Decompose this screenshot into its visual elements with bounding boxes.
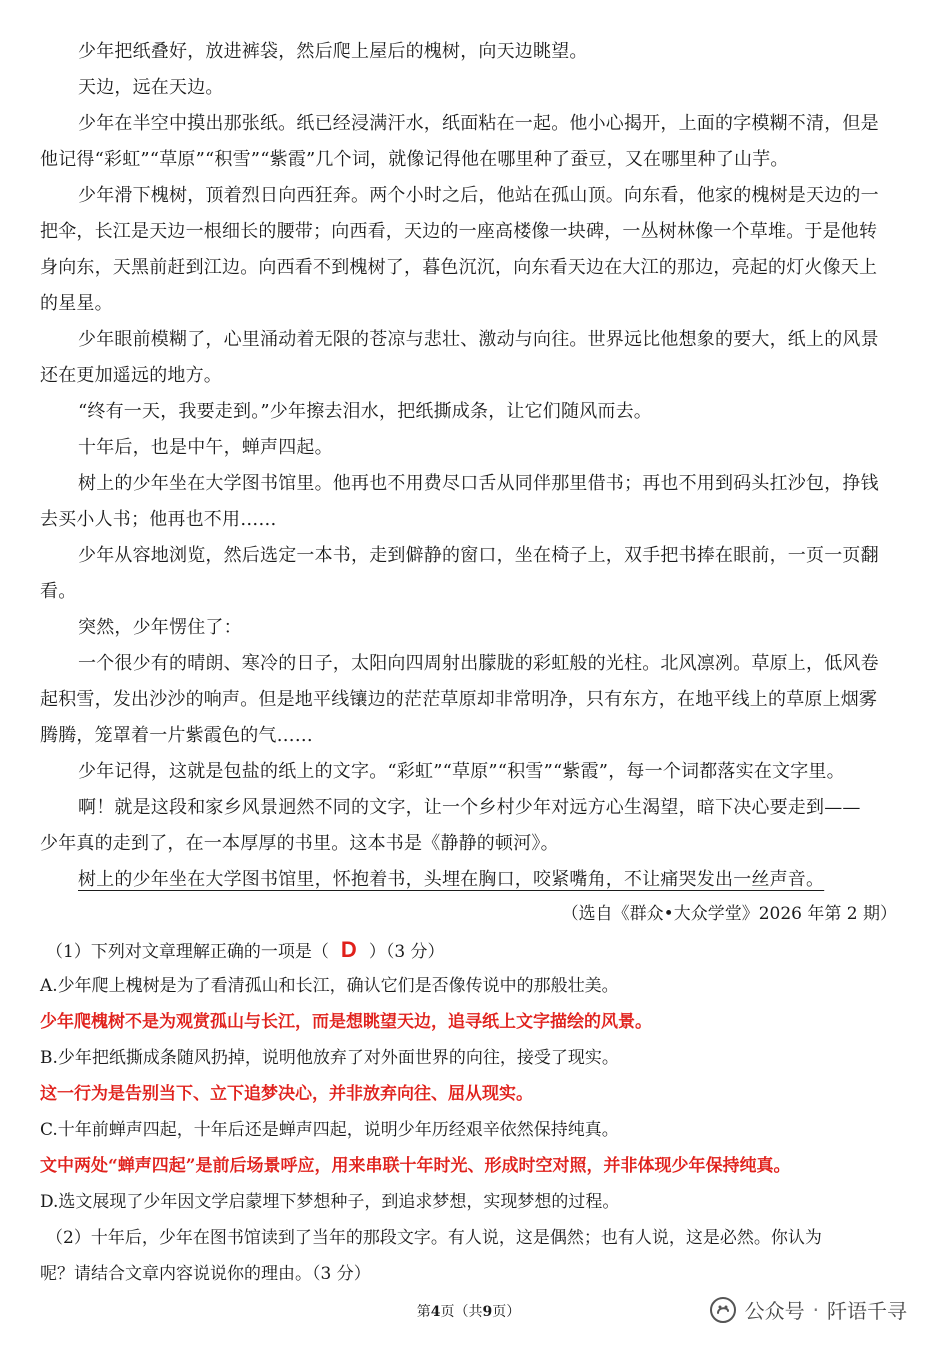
watermark-account: 阡语千寻 <box>827 1299 907 1323</box>
question-1-suffix: ）（3 分） <box>368 942 445 962</box>
passage-line: 少年真的走到了，在一本厚厚的书里。这本书是《静静的顿河》。 <box>40 833 559 854</box>
watermark <box>709 1295 907 1324</box>
watermark-separator: · <box>812 1297 819 1322</box>
passage-line: 他记得“彩虹”“草原”“积雪”“紫霞”几个词，就像记得他在哪里种了蚕豆，又在哪里种了山芋。 <box>40 149 789 170</box>
passage-line: 突然，少年愣住了： <box>78 617 242 638</box>
passage-line: 啊！就是这段和家乡风景迥然不同的文字，让一个乡村少年对远方心生渴望，暗下决心要走到—— <box>78 797 861 818</box>
passage-line: 看。 <box>40 581 77 602</box>
passage-line: 少年把纸叠好，放进裤袋，然后爬上屋后的槐树，向天边眺望。 <box>78 41 588 62</box>
passage-line: 少年从容地浏览，然后选定一本书，走到僻静的窗口，坐在椅子上，双手把书捧在眼前，一页一页翻 <box>78 545 879 566</box>
passage-line: 少年滑下槐树，顶着烈日向西狂奔。两个小时之后，他站在孤山顶。向东看，他家的槐树是天边的一 <box>78 185 879 206</box>
watermark-label: 公众号 <box>744 1299 805 1323</box>
option-c-note: 文中两处“蝉声四起”是前后场景呼应，用来串联十年时光、形成时空对照，并非体现少年保持纯真。 <box>40 1156 791 1176</box>
option-c: C.十年前蝉声四起，十年后还是蝉声四起，说明少年历经艰辛依然保持纯真。 <box>40 1120 619 1140</box>
question-1-stem <box>46 938 908 964</box>
option-b: B.少年把纸撕成条随风扔掉，说明他放弃了对外面世界的向往，接受了现实。 <box>40 1048 619 1068</box>
passage-line: 少年记得，这就是包盐的纸上的文字。“彩虹”“草原”“积雪”“紫霞”，每一个词都落实在文字里。 <box>78 761 845 782</box>
passage-line: 腾腾，笼罩着一片紫霞色的气…… <box>40 725 313 746</box>
option-b-note: 这一行为是告别当下、立下追梦决心，并非放弃向往、屈从现实。 <box>40 1084 533 1104</box>
question-2-line: 呢？请结合文章内容说说你的理由。（3 分） <box>40 1264 371 1284</box>
passage-line: 树上的少年坐在大学图书馆里。他再也不用费尽口舌从同伴那里借书；再也不用到码头扛沙包，挣钱 <box>78 473 879 494</box>
passage-line: 把伞，长江是天边一根细长的腰带；向西看，天边的一座高楼像一块碑，一丛树林像一个草堆。于是他转 <box>40 221 878 242</box>
page-number-total: 9 <box>482 1304 493 1320</box>
passage-source: （选自《群众•大众学堂》2026 年第 2 期） <box>561 904 897 924</box>
passage-line: 天边，远在天边。 <box>78 77 224 98</box>
page-number-prefix: 第 <box>416 1304 431 1320</box>
option-d: D.选文展现了少年因文学启蒙埋下梦想种子，到追求梦想，实现梦想的过程。 <box>40 1192 620 1212</box>
passage-line: 少年在半空中摸出那张纸。纸已经浸满汗水，纸面粘在一起。他小心揭开，上面的字模糊不清，但是 <box>78 113 879 134</box>
passage-line: 一个很少有的晴朗、寒冷的日子，太阳向四周射出朦胧的彩虹般的光柱。北风凛冽。草原上，低风卷 <box>78 653 879 674</box>
page-number-current: 4 <box>430 1304 441 1320</box>
question-1-prefix: （1）下列对文章理解正确的一项是（ <box>46 942 329 962</box>
passage-line: 身向东，天黑前赶到江边。向西看不到槐树了，暮色沉沉，向东看天边在大江的那边，亮起的灯火像天上 <box>40 257 878 278</box>
passage-line: 还在更加遥远的地方。 <box>40 365 222 386</box>
option-a-note: 少年爬槐树不是为观赏孤山与长江，而是想眺望天边，追寻纸上文字描绘的风景。 <box>40 1012 652 1032</box>
option-a: A.少年爬上槐树是为了看清孤山和长江，确认它们是否像传说中的那般壮美。 <box>40 976 619 996</box>
question-1-answer: D <box>340 937 357 962</box>
passage-line: 少年眼前模糊了，心里涌动着无限的苍凉与悲壮、激动与向往。世界远比他想象的要大，纸上的风景 <box>78 329 879 350</box>
page-number-suffix: 页） <box>492 1304 521 1320</box>
wechat-official-account-icon <box>709 1296 737 1324</box>
passage-line: 去买小人书；他再也不用…… <box>40 509 277 530</box>
passage-line: 的星星。 <box>40 293 113 314</box>
question-2-line: （2）十年后，少年在图书馆读到了当年的那段文字。有人说，这是偶然；也有人说，这是必然。你认为 <box>46 1228 822 1248</box>
passage-line: “终有一天，我要走到。”少年擦去泪水，把纸撕成条，让它们随风而去。 <box>78 401 653 422</box>
passage-line: 起积雪，发出沙沙的响声。但是地平线镶边的茫茫草原却非常明净，只有东方，在地平线上的草原上烟雾 <box>40 689 878 710</box>
passage-line-underlined: 树上的少年坐在大学图书馆里，怀抱着书，头埋在胸口，咬紧嘴角，不让痛哭发出一丝声音。 <box>78 869 825 890</box>
passage-line: 十年后，也是中午，蝉声四起。 <box>78 437 333 458</box>
page-number-mid: 页（共 <box>440 1304 483 1320</box>
